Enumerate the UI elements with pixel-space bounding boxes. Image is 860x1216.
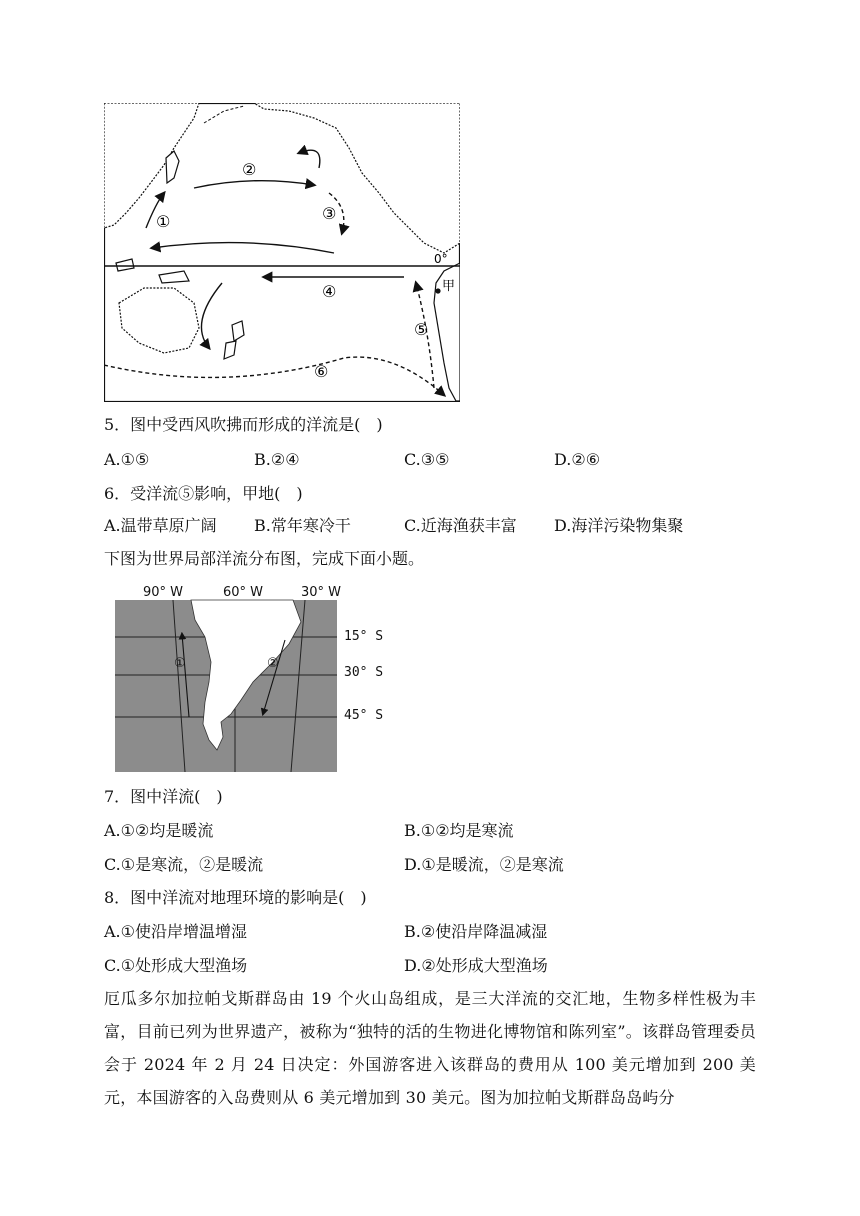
label-current-1: ① bbox=[174, 656, 186, 671]
label-equator: 0° bbox=[434, 252, 448, 266]
pacific-currents-svg bbox=[104, 103, 460, 402]
q7-option-c[interactable]: C.①是寒流，②是暖流 bbox=[104, 855, 264, 874]
label-current-6: ⑥ bbox=[314, 362, 329, 381]
q7-option-b[interactable]: B.①②均是寒流 bbox=[404, 821, 514, 840]
label-jia: 甲 bbox=[442, 279, 456, 294]
lon-label-90w: 90° W bbox=[143, 585, 184, 600]
q5-option-c[interactable]: C.③⑤ bbox=[404, 450, 450, 469]
q6-option-a[interactable]: A.温带草原广阔 bbox=[104, 516, 217, 535]
question-8-stem: 8．图中洋流对地理环境的影响是( ) bbox=[104, 888, 367, 907]
q5-option-a[interactable]: A.①⑤ bbox=[104, 450, 150, 469]
lat-label-15s: 15° S bbox=[344, 629, 384, 644]
q5-option-d[interactable]: D.②⑥ bbox=[554, 450, 601, 469]
lon-label-30w: 30° W bbox=[301, 585, 342, 600]
label-current-1: ① bbox=[156, 212, 171, 231]
q7-option-d[interactable]: D.①是暖流，②是寒流 bbox=[404, 855, 564, 874]
q8-option-a[interactable]: A.①使沿岸增温增湿 bbox=[104, 922, 247, 941]
q8-option-c[interactable]: C.①处形成大型渔场 bbox=[104, 956, 248, 975]
question-6-stem: 6．受洋流⑤影响，甲地( ) bbox=[104, 484, 303, 503]
label-current-2: ② bbox=[267, 656, 279, 671]
q7-option-a[interactable]: A.①②均是暖流 bbox=[104, 821, 214, 840]
question-5-stem: 5．图中受西风吹拂而形成的洋流是( ) bbox=[104, 415, 383, 434]
lon-label-60w: 60° W bbox=[223, 585, 264, 600]
lat-label-30s: 30° S bbox=[344, 665, 384, 680]
south-america-svg bbox=[113, 582, 349, 774]
label-current-4: ④ bbox=[322, 282, 337, 301]
lat-label-45s: 45° S bbox=[344, 708, 384, 723]
label-current-2: ② bbox=[242, 160, 257, 179]
question-7-stem: 7．图中洋流( ) bbox=[104, 787, 223, 806]
passage-galapagos: 厄瓜多尔加拉帕戈斯群岛由 19 个火山岛组成，是三大洋流的交汇地，生物多样性极为丰富，目前已列为世界遗产，被称为“独特的活的生物进化博物馆和陈列室”。该群岛管理委员会于 2024 年 2 月 24 日决定：外国游客进入该群岛的费用从 100 美元增加到 200 美元，本国游客的入岛费则从 6 美元增加到 30 美元。图为加拉帕戈斯群岛岛屿分 bbox=[104, 989, 756, 1107]
q6-option-d[interactable]: D.海洋污染物集聚 bbox=[554, 516, 684, 535]
intro-text-2: 下图为世界局部洋流分布图，完成下面小题。 bbox=[104, 549, 425, 568]
q6-option-c[interactable]: C.近海渔获丰富 bbox=[404, 516, 517, 535]
q8-option-d[interactable]: D.②处形成大型渔场 bbox=[404, 956, 548, 975]
q8-option-b[interactable]: B.②使沿岸降温减湿 bbox=[404, 922, 548, 941]
jia-point bbox=[435, 288, 440, 293]
q6-option-b[interactable]: B.常年寒冷干 bbox=[254, 516, 351, 535]
south-america-currents-map bbox=[113, 582, 349, 774]
pacific-currents-map bbox=[104, 103, 460, 402]
q5-option-b[interactable]: B.②④ bbox=[254, 450, 300, 469]
label-current-3: ③ bbox=[322, 204, 337, 223]
label-current-5: ⑤ bbox=[414, 320, 429, 339]
